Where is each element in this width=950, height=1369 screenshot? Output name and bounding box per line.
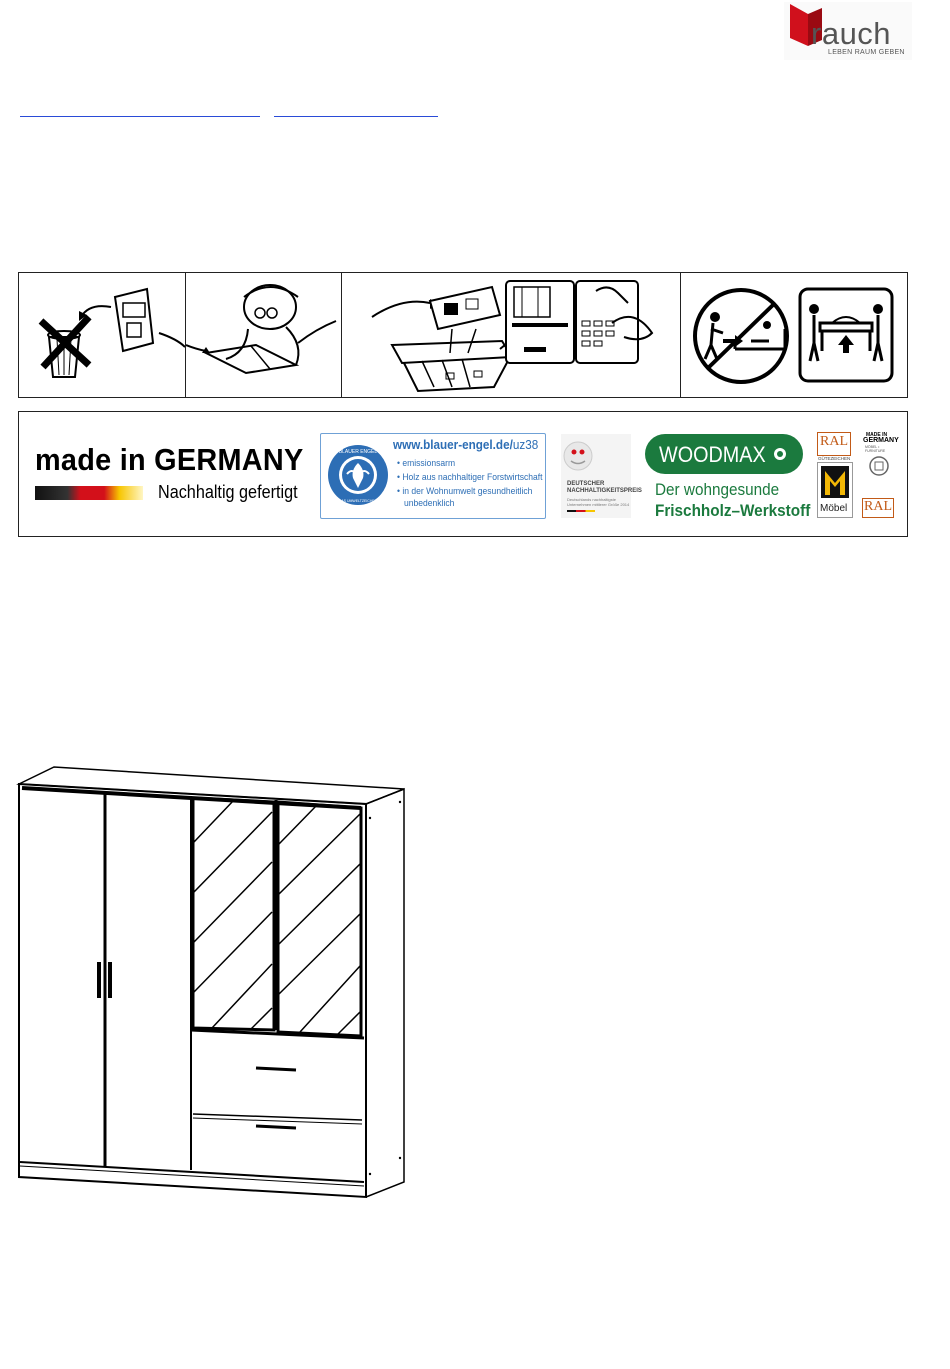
woodmax-line1: Der wohngesunde (655, 480, 780, 499)
rauch-logo (784, 2, 912, 60)
read-instructions-panel (186, 273, 342, 397)
made-in-germany-title: made in GERMANY (35, 442, 304, 477)
woodmax-brand: WOODMAX (659, 442, 766, 467)
nachhaltigkeitspreis-title (567, 481, 642, 495)
nachhaltigkeitspreis-line3: Deutschlands nachhaltigste (567, 497, 616, 502)
handling-panel (681, 273, 908, 397)
read-instructions-icon (186, 273, 341, 397)
certification-badges (18, 411, 908, 537)
ral-badge-2-text: RAL (864, 499, 892, 514)
link-underline-1[interactable] (20, 116, 260, 117)
no-trash-panel (19, 273, 186, 397)
blauer-engel-item-1: • emissionsarm (397, 458, 456, 469)
keep-instructions-panel (342, 273, 681, 397)
mig-small-line1: MADE IN (866, 432, 888, 438)
made-in-germany-subtitle: Nachhaltig gefertigt (158, 482, 298, 502)
lift-furniture-icon (798, 287, 894, 383)
blauer-engel-url[interactable] (393, 437, 538, 452)
keep-instructions-folder-icon (342, 273, 680, 397)
moebel-badge (817, 462, 853, 518)
nachhaltigkeitspreis-line1: DEUTSCHER (567, 481, 605, 487)
logo-tagline: LEBEN RAUM GEBEN (828, 49, 905, 56)
blauer-engel-item-3: • in der Wohnumwelt gesundheitlich (397, 486, 533, 497)
blauer-engel-item-3-text: in der Wohnumwelt gesundheitlich (402, 486, 533, 497)
seal-top-text: BLAUER ENGEL (338, 449, 378, 455)
wardrobe-drawing (16, 762, 406, 1202)
ral-badge-2 (862, 498, 894, 518)
blauer-engel-item-2: • Holz aus nachhaltiger Forstwirtschaft (397, 472, 543, 483)
nachhaltigkeitspreis-sub (567, 497, 629, 507)
mig-small-line3: MÖBEL • FURNITURE (865, 445, 886, 453)
nachhaltigkeitspreis-line4: Unternehmen mittlerer Größe 2014 (567, 502, 630, 507)
germany-flag-gradient-icon (35, 486, 163, 500)
moebel-m-icon (818, 463, 852, 501)
woodmax-dot-icon (773, 447, 787, 461)
woodmax-logo (645, 434, 803, 474)
blauer-engel-badge (320, 433, 546, 519)
ral-badge-1-text: RAL (820, 434, 848, 449)
dnp-flag-bar (567, 510, 595, 512)
instruction-pictogram-strip (18, 272, 908, 398)
nachhaltigkeitspreis-badge (561, 434, 642, 518)
nachhaltigkeitspreis-trophy-icon (561, 434, 631, 480)
blauer-engel-url-main: www.blauer-engel.de/ (393, 437, 513, 452)
ral-badge-1 (817, 432, 851, 456)
nachhaltigkeitspreis-line2: NACHHALTIGKEITSPREIS (567, 488, 642, 494)
seal-bottom-text: DAS UMWELTZEICHEN (338, 499, 378, 503)
mig-small-line2: GERMANY (863, 437, 899, 444)
woodmax-line2: Frischholz–Werkstoff (655, 501, 811, 520)
blauer-engel-item-2-text: Holz aus nachhaltiger Forstwirtschaft (402, 472, 543, 483)
mig-small-seal-icon (862, 452, 896, 476)
link-underline-2[interactable] (274, 116, 438, 117)
ral-badge-1-sub: GÜTEZEICHEN (818, 456, 851, 461)
blauer-engel-item-1-text: emissionsarm (402, 458, 456, 469)
blauer-engel-item-4: unbedenklich (404, 498, 455, 509)
no-trash-icon (19, 273, 185, 397)
made-in-germany-small-badge (862, 432, 899, 476)
blauer-engel-seal-icon (327, 444, 389, 506)
blauer-engel-url-code: uz38 (512, 437, 539, 452)
moebel-label: Möbel (820, 503, 848, 514)
logo-wordmark: rauch (811, 16, 892, 51)
